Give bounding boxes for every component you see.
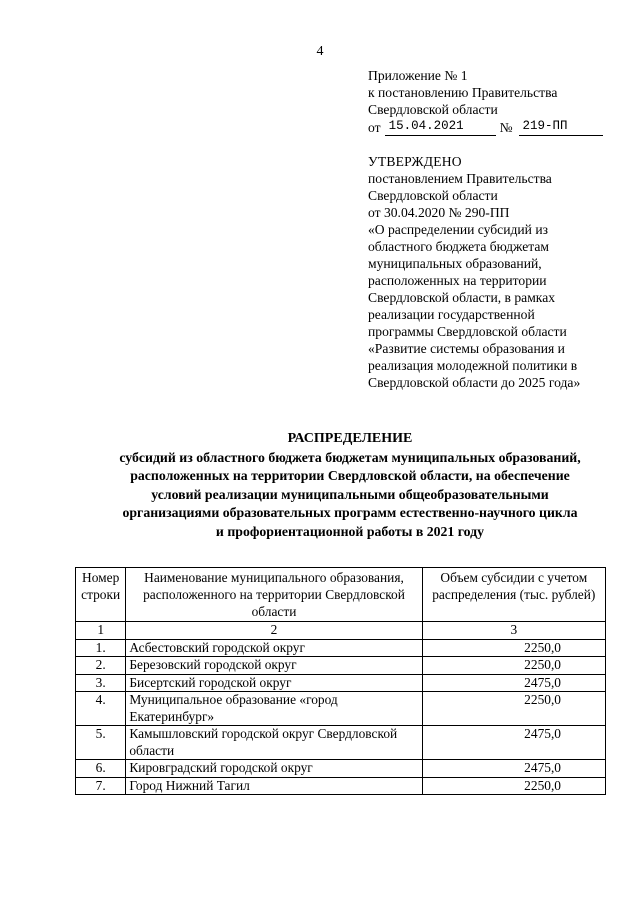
approved-line: программы Свердловской области (368, 324, 567, 339)
column-index-row (76, 622, 606, 640)
subsidy-value: 2250,0 (422, 639, 605, 657)
approved-block (368, 153, 628, 391)
row-number: 3. (76, 674, 126, 692)
municipality-name: Березовский городской округ (126, 657, 422, 675)
row-number: 6. (76, 760, 126, 778)
table-row (76, 726, 606, 760)
approved-line: расположенных на территории (368, 273, 547, 288)
document-title (60, 430, 640, 542)
subsidy-value: 2250,0 (422, 777, 605, 795)
appendix-date-number (368, 118, 628, 136)
column-index: 2 (126, 622, 422, 640)
decree-number: 219-ПП (519, 118, 603, 136)
approved-line: областного бюджета бюджетам (368, 239, 550, 254)
row-number: 7. (76, 777, 126, 795)
column-index: 1 (76, 622, 126, 640)
decree-date: 15.04.2021 (385, 118, 496, 136)
appendix-title: Приложение № 1 (368, 68, 468, 83)
date-prefix: от (368, 120, 381, 135)
appendix-line: Свердловской области (368, 102, 498, 117)
row-number: 5. (76, 726, 126, 760)
number-prefix: № (499, 120, 513, 135)
approved-line: постановлением Правительства (368, 171, 552, 186)
approved-line: реализация молодежной политики в (368, 358, 578, 373)
title-line: и профориентационной работы в 2021 году (215, 523, 485, 539)
column-index: 3 (422, 622, 605, 640)
municipality-name: Кировградский городской округ (126, 760, 422, 778)
subsidy-value: 2250,0 (422, 657, 605, 675)
approved-line: «Развитие системы образования и (368, 341, 565, 356)
table-row (76, 657, 606, 675)
title-line: организациями образовательных программ естественно-научного цикла (122, 505, 578, 521)
municipality-name: Бисертский городской округ (126, 674, 422, 692)
appendix-block (368, 67, 628, 136)
subsidy-value: 2250,0 (422, 692, 605, 726)
municipality-name: Камышловский городской округ Свердловской области (126, 726, 422, 760)
row-number: 1. (76, 639, 126, 657)
title-line: условий реализации муниципальными общеобразовательными (151, 486, 549, 502)
row-number: 4. (76, 692, 126, 726)
approved-line: Свердловской области (368, 188, 498, 203)
subsidy-value: 2475,0 (422, 726, 605, 760)
title-line: расположенных на территории Свердловской области, на обеспечение (130, 468, 570, 484)
title-line: субсидий из областного бюджета бюджетам муниципальных образований, (119, 449, 581, 465)
appendix-line: к постановлению Правительства (368, 85, 558, 100)
approved-heading: УТВЕРЖДЕНО (368, 154, 462, 169)
subsidy-value: 2475,0 (422, 760, 605, 778)
table-header-row (76, 568, 606, 622)
row-number: 2. (76, 657, 126, 675)
table-row (76, 674, 606, 692)
approved-line: от 30.04.2020 № 290-ПП (368, 205, 510, 220)
approved-line: муниципальных образований, (368, 256, 542, 271)
municipality-name: Город Нижний Тагил (126, 777, 422, 795)
header-municipality: Наименование муниципального образования, расположенного на территории Свердловской области (126, 568, 422, 622)
page-number: 4 (316, 44, 324, 59)
table-row (76, 692, 606, 726)
table-row (76, 777, 606, 795)
municipality-name: Асбестовский городской округ (126, 639, 422, 657)
subsidy-value: 2475,0 (422, 674, 605, 692)
title-main: РАСПРЕДЕЛЕНИЕ (287, 431, 413, 446)
approved-line: реализации государственной (368, 307, 535, 322)
subsidy-table (75, 567, 606, 795)
header-subsidy-amount: Объем субсидии с учетом распределения (тыс. рублей) (422, 568, 605, 622)
table-row (76, 760, 606, 778)
table-row (76, 639, 606, 657)
municipality-name: Муниципальное образование «город Екатеринбург» (126, 692, 422, 726)
approved-line: Свердловской области до 2025 года» (368, 375, 581, 390)
approved-line: «О распределении субсидий из (368, 222, 548, 237)
header-row-number: Номер строки (76, 568, 126, 622)
approved-line: Свердловской области, в рамках (368, 290, 556, 305)
